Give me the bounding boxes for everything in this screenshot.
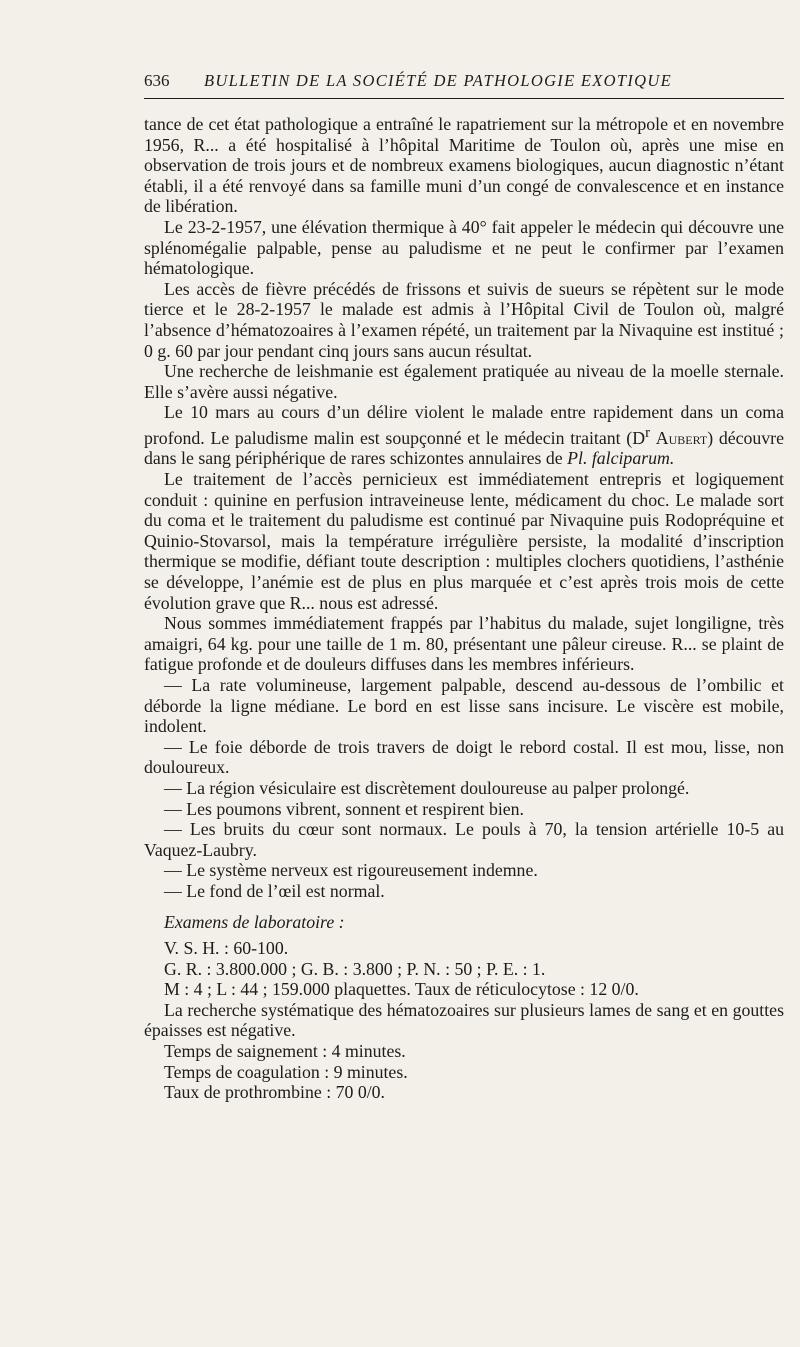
lab-result: G. R. : 3.800.000 ; G. B. : 3.800 ; P. N. : 50 ; P. E. : 1. (164, 958, 546, 979)
exam-item: — Le système nerveux est rigoureusement indemne. (164, 860, 538, 881)
exam-item: — La région vésiculaire est discrètement douloureuse au palper prolongé. (164, 777, 690, 798)
paragraph: Nous sommes immédiatement frappés par l’habitus du malade, sujet longiligne, très amaigri, 64 kg. pour une taille de 1 m. 80, présentant une pâleur cireuse. R... se plaint de fatigue profonde et de douleurs diffuses dans les membres inférieurs. (144, 613, 784, 675)
paragraph: tance de cet état pathologique a entraîné le rapatriement sur la métropole et en novembre 1956, R... a été hospitalisé à l’hôpital Maritime de Toulon où, après une mise en observation de trois jours et de nombreux examens biologiques, aucun diagnostic n’étant établi, il a été renvoyé dans sa famille muni d’un congé de convalescence et en instance de libération. (144, 114, 784, 217)
paragraph: Le traitement de l’accès pernicieux est immédiatement entrepris et logiquement conduit : quinine en perfusion intraveineuse lente, médicament du choc. Le malade sort du coma et le traitement du paludisme est continué par Nivaquine puis Rodopréquine et Quinio-Stovarsol, mais la température irrégulière persiste, la modalité d’inscription thermique se modifie, défiant toute description : multiples clochers quotidiens, l’asthénie se développe, l’anémie est de plus en plus marquée et c’est après trois mois de cette évolution grave que R... nous est adressé. (144, 469, 784, 613)
article-body (144, 114, 784, 1103)
paragraph: Les accès de fièvre précédés de frissons et suivis de sueurs se répètent sur le mode tierce et le 28-2-1957 le malade est admis à l’Hôpital Civil de Toulon où, malgré l’absence d’hématozoaires à l’examen répété, un traitement par la Nivaquine est institué ; 0 g. 60 par jour pendant cinq jours sans aucun résultat. (144, 278, 784, 361)
running-title: BULLETIN DE LA SOCIÉTÉ DE PATHOLOGIE EXOTIQUE (204, 71, 672, 90)
exam-item: — Le foie déborde de trois travers de doigt le rebord costal. Il est mou, lisse, non douloureux. (144, 736, 784, 778)
exam-item: — Les poumons vibrent, sonnent et respirent bien. (164, 798, 525, 819)
lab-result: V. S. H. : 60-100. (164, 938, 289, 959)
lab-result: Temps de coagulation : 9 minutes. (164, 1061, 408, 1082)
lab-result: M : 4 ; L : 44 ; 159.000 plaquettes. Taux de réticulocytose : 12 0/0. (164, 979, 639, 1000)
title-abbrev: r (645, 424, 651, 441)
page-header (144, 70, 784, 92)
species-name: Pl. falciparum. (567, 448, 675, 469)
header-rule (144, 98, 784, 99)
lab-result: Taux de prothrombine : 70 0/0. (164, 1082, 385, 1103)
paragraph: Une recherche de leishmanie est également pratiquée au niveau de la moelle sternale. Elle s’avère aussi négative. (144, 361, 784, 402)
paragraph (144, 402, 784, 469)
paragraph-text: ) découvre dans le sang périphérique de rares schizontes annulaires de (144, 427, 785, 469)
paragraph: Le 23-2-1957, une élévation thermique à 40° fait appeler le médecin qui découvre une splénomégalie palpable, pense au paludisme et ne peut le confirmer par l’examen hématologique. (144, 216, 784, 279)
paragraph-text: Le 10 mars au cours d’un délire violent le malade entre rapidement dans un coma profond. Le paludisme malin est soupçonné et le médecin traitant (D (144, 402, 784, 448)
exam-item: — Le fond de l’œil est normal. (164, 880, 385, 901)
lab-result: La recherche systématique des hématozoaires sur plusieurs lames de sang et en gouttes épaisses est négative. (144, 999, 784, 1041)
exam-item: — Les bruits du cœur sont normaux. Le pouls à 70, la tension artérielle 10-5 au Vaquez-Laubry. (144, 819, 784, 860)
lab-result: Temps de saignement : 4 minutes. (164, 1041, 406, 1062)
person-name: Aubert (655, 427, 708, 448)
exam-item: — La rate volumineuse, largement palpable, descend au-dessous de l’ombilic et déborde la ligne médiane. Le bord en est lisse sans incisure. Le viscère est mobile, indolent. (144, 674, 784, 737)
page-number: 636 (144, 71, 170, 90)
section-heading: Examens de laboratoire : (164, 912, 345, 933)
